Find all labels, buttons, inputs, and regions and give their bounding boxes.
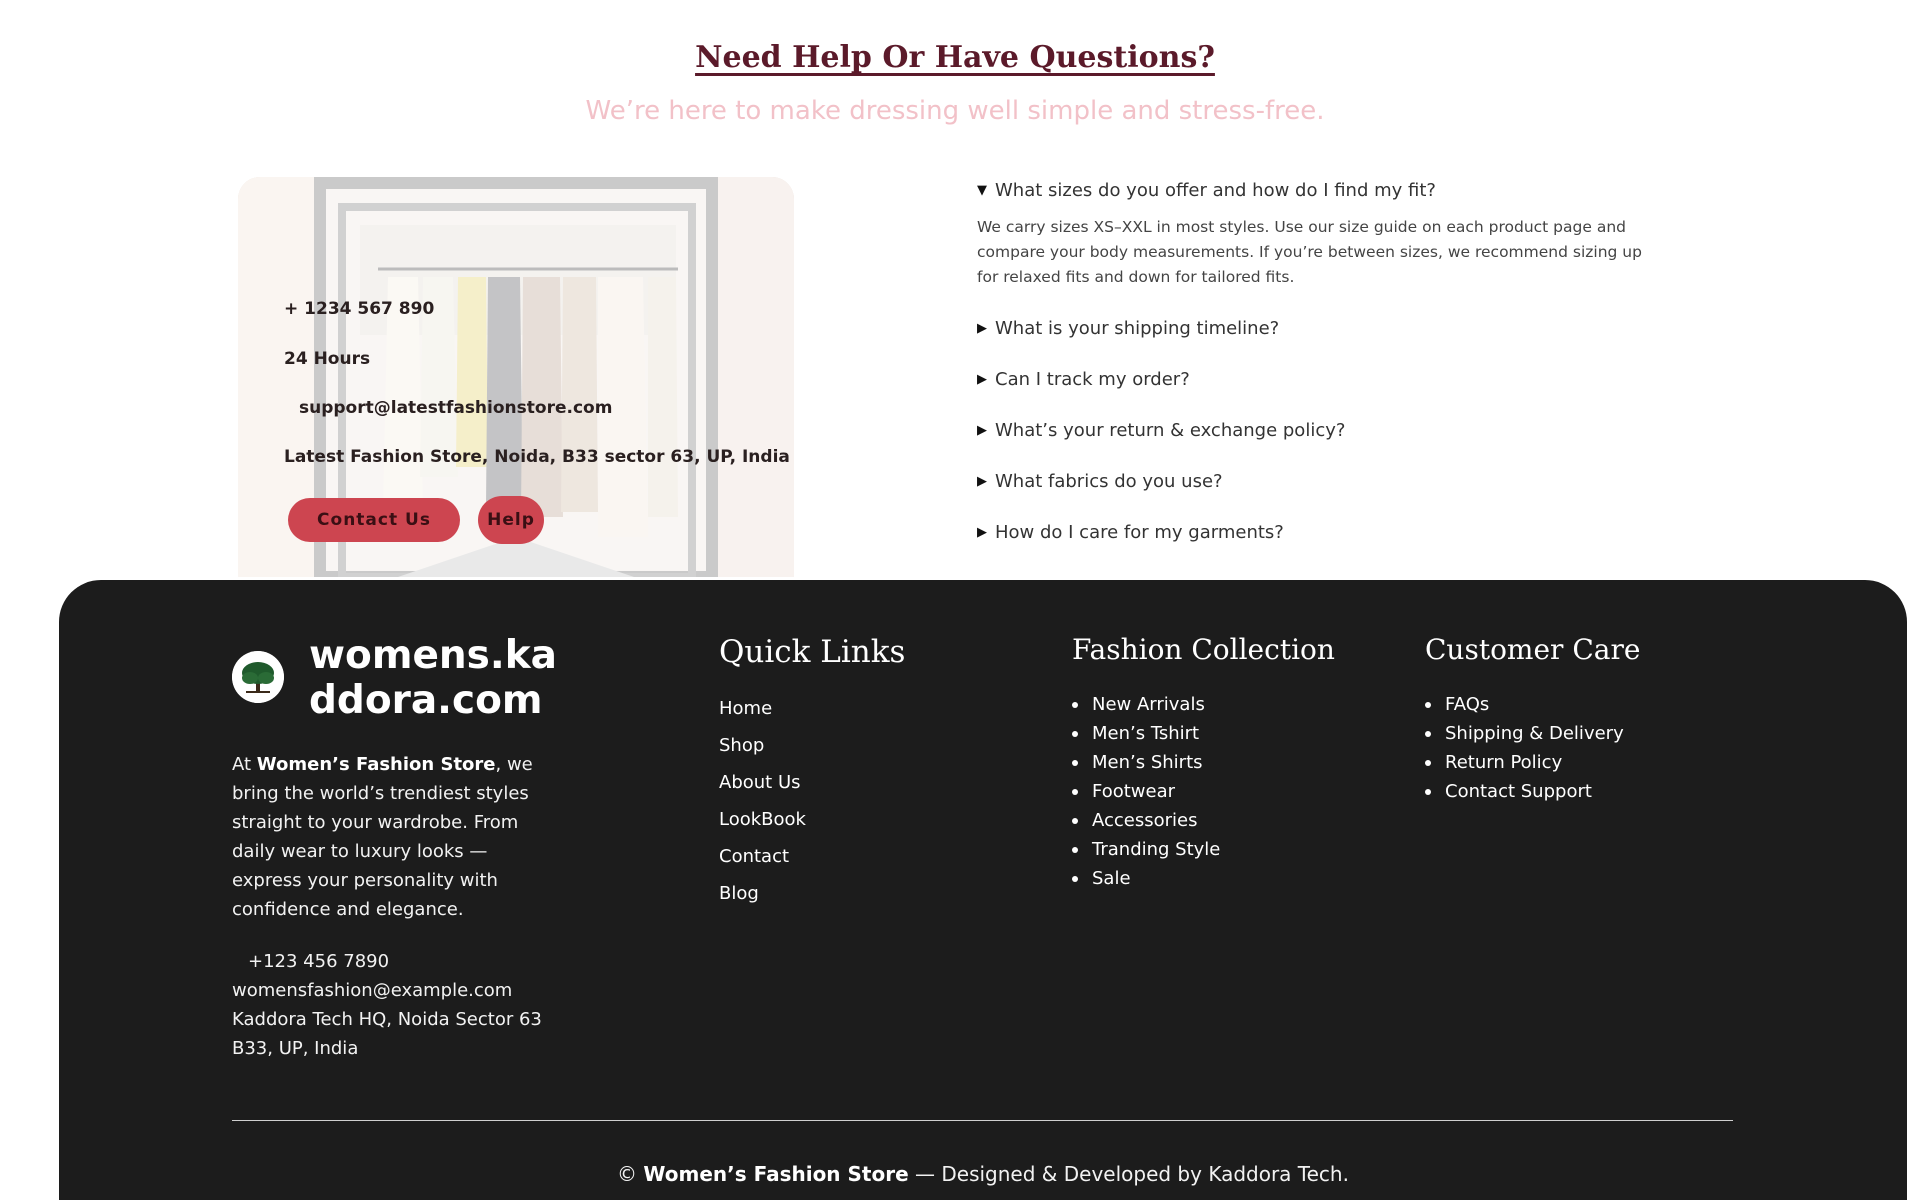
faq-question-text: How do I care for my garments?	[995, 522, 1284, 543]
caret-down-icon: ▼	[977, 183, 987, 198]
faq-question-text: What fabrics do you use?	[995, 471, 1223, 492]
faq-item[interactable]	[977, 420, 1677, 441]
copyright	[59, 1162, 1907, 1186]
quick-link-lookbook[interactable]: LookBook	[719, 809, 806, 830]
care-faqs[interactable]: FAQs	[1425, 690, 1624, 719]
collection-mens-shirts[interactable]: Men’s Shirts	[1072, 748, 1220, 777]
fashion-collection-list	[1072, 690, 1220, 893]
quick-link-home[interactable]: Home	[719, 698, 773, 719]
faq-answer: We carry sizes XS–XXL in most styles. Use our size guide on each product page and compare your body measurements. If you’re between sizes, we recommend sizing up for relaxed fits and down for tailored fits.	[977, 218, 1642, 286]
faq-item[interactable]	[977, 369, 1677, 390]
quick-link-about[interactable]: About Us	[719, 772, 801, 793]
faq-question-text: What sizes do you offer and how do I find my fit?	[995, 180, 1436, 201]
caret-right-icon: ▶	[977, 372, 987, 387]
logo-tree-icon[interactable]	[232, 651, 284, 703]
help-title: Need Help Or Have Questions?	[695, 40, 1215, 75]
contact-phone: + 1234 567 890	[284, 299, 435, 319]
care-contact-support[interactable]: Contact Support	[1425, 777, 1624, 806]
quick-link-blog[interactable]: Blog	[719, 883, 759, 904]
faq-question-text: Can I track my order?	[995, 369, 1190, 390]
collection-new-arrivals[interactable]: New Arrivals	[1072, 690, 1220, 719]
collection-footwear[interactable]: Footwear	[1072, 777, 1220, 806]
brand-name[interactable]: womens.kaddora.com	[309, 633, 557, 723]
care-return-policy[interactable]: Return Policy	[1425, 748, 1624, 777]
contact-email[interactable]: support@latestfashionstore.com	[299, 398, 613, 418]
footer-email[interactable]: womensfashion@example.com	[232, 980, 513, 1001]
faq-item[interactable]	[977, 522, 1677, 543]
faq-question[interactable]	[977, 318, 1677, 339]
quick-link-contact[interactable]: Contact	[719, 846, 790, 867]
collection-accessories[interactable]: Accessories	[1072, 806, 1220, 835]
footer-phone[interactable]: +123 456 7890	[248, 951, 390, 972]
about-text: , we bring the world’s trendiest styles straight to your wardrobe. From daily wear to luxury looks — express your personality with confidence and elegance.	[232, 754, 533, 920]
faq-question[interactable]	[977, 369, 1677, 390]
faq-question[interactable]	[977, 180, 1677, 201]
fashion-collection-title: Fashion Collection	[1072, 633, 1335, 666]
contact-address: Latest Fashion Store, Noida, B33 sector 63, UP, India	[284, 447, 790, 467]
quick-link-shop[interactable]: Shop	[719, 735, 765, 756]
caret-right-icon: ▶	[977, 525, 987, 540]
customer-care-list	[1425, 690, 1624, 806]
customer-care-title: Customer Care	[1425, 633, 1641, 666]
about-store-name: Women’s Fashion Store	[256, 754, 496, 775]
caret-right-icon: ▶	[977, 474, 987, 489]
footer-address-line1: Kaddora Tech HQ, Noida Sector 63	[232, 1009, 542, 1030]
faq-item[interactable]	[977, 471, 1677, 492]
contact-us-button[interactable]: Contact Us	[288, 498, 460, 542]
quick-links-list	[719, 698, 806, 920]
faq-question[interactable]	[977, 522, 1677, 543]
faq-item	[977, 180, 1677, 290]
care-shipping-delivery[interactable]: Shipping & Delivery	[1425, 719, 1624, 748]
help-button[interactable]: Help	[478, 496, 544, 544]
contact-hours: 24 Hours	[284, 349, 371, 369]
collection-sale[interactable]: Sale	[1072, 864, 1220, 893]
about-prefix: At	[232, 754, 257, 775]
copyright-symbol: ©	[617, 1162, 644, 1186]
caret-right-icon: ▶	[977, 423, 987, 438]
help-subtitle: We’re here to make dressing well simple and stress-free.	[585, 96, 1325, 126]
collection-mens-tshirt[interactable]: Men’s Tshirt	[1072, 719, 1220, 748]
caret-right-icon: ▶	[977, 321, 987, 336]
faq-question-text: What is your shipping timeline?	[995, 318, 1280, 339]
footer-divider	[232, 1120, 1733, 1121]
faq-question[interactable]	[977, 420, 1677, 441]
copyright-store-name: Women’s Fashion Store	[643, 1162, 909, 1186]
faq-question-text: What’s your return & exchange policy?	[995, 420, 1346, 441]
collection-trending-style[interactable]: Tranding Style	[1072, 835, 1220, 864]
faq-item[interactable]	[977, 318, 1677, 339]
quick-links-title: Quick Links	[719, 634, 906, 670]
footer-about	[232, 750, 552, 924]
copyright-text: — Designed & Developed by Kaddora Tech.	[908, 1162, 1349, 1186]
faq-question[interactable]	[977, 471, 1677, 492]
contact-card	[238, 177, 794, 577]
footer-address-line2: B33, UP, India	[232, 1038, 359, 1059]
site-footer	[59, 580, 1907, 1200]
